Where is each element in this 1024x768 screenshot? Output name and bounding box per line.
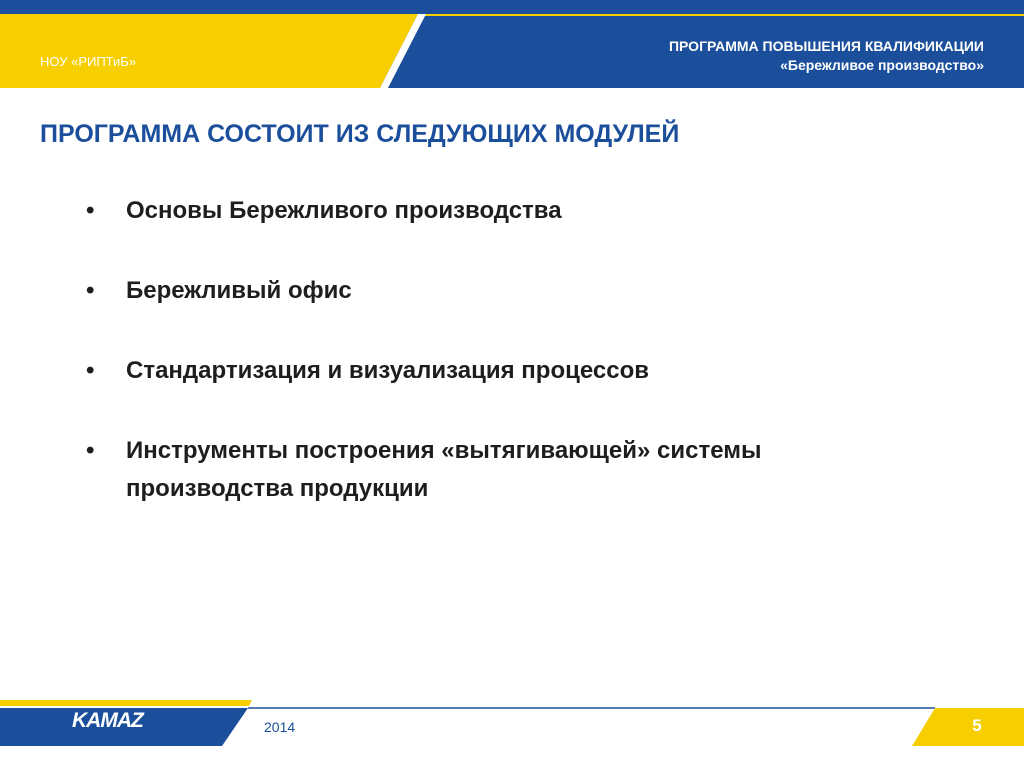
module-list	[86, 192, 886, 550]
slide-heading: ПРОГРАММА СОСТОИТ ИЗ СЛЕДУЮЩИХ МОДУЛЕЙ	[40, 120, 680, 148]
module-text: Инструменты построения «вытягивающей» системы производства продукции	[126, 437, 762, 502]
module-text: Бережливый офис	[126, 277, 352, 304]
bullet-icon: •	[86, 357, 95, 384]
module-item	[86, 192, 886, 230]
footer-band	[0, 698, 1024, 768]
program-subtitle: «Бережливое производство»	[780, 57, 984, 73]
module-item	[86, 272, 886, 310]
bullet-icon: •	[86, 197, 95, 224]
header-yellow-field	[0, 14, 418, 88]
page-number: 5	[972, 716, 982, 735]
header-yellow-line	[417, 14, 1024, 16]
bullet-icon: •	[86, 277, 95, 304]
brand-logo: KAMAZ	[72, 709, 143, 732]
footer-background	[0, 698, 1024, 768]
module-item	[86, 352, 886, 390]
footer-yellow-line	[0, 700, 252, 706]
module-item	[86, 432, 886, 508]
org-name: НОУ «РИПТиБ»	[40, 54, 137, 69]
year-label: 2014	[264, 719, 296, 735]
bullet-icon: •	[86, 437, 95, 464]
module-text: Основы Бережливого производства	[126, 197, 562, 224]
program-title: ПРОГРАММА ПОВЫШЕНИЯ КВАЛИФИКАЦИИ	[668, 38, 984, 54]
module-text: Стандартизация и визуализация процессов	[126, 357, 649, 384]
